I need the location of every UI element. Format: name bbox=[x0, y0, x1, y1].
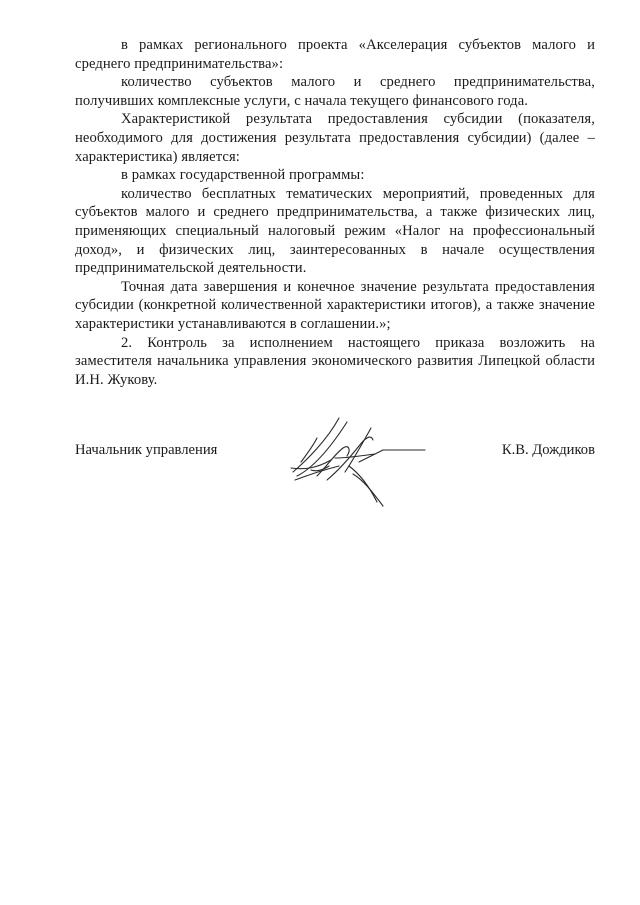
paragraph-events-count: количество бесплатных тематических мероприятий, проведенных для субъектов малого и среднего предпринимательства, а также физических лиц, применяющих специальный налоговый режим «Налог на профессиональный доход», и физических лиц, заинтересованных в начале осуществления предпринимательской деятельности. bbox=[75, 185, 595, 277]
paragraph-state-program: в рамках государственной программы: bbox=[121, 167, 365, 184]
handwritten-signature bbox=[287, 410, 437, 510]
paragraph-regional-project: в рамках регионального проекта «Акселерация субъектов малого и среднего предпринимательства»: bbox=[75, 37, 595, 72]
paragraph-characteristic: Характеристикой результата предоставления субсидии (показателя, необходимого для достижения результата предоставления субсидии) (далее – характеристика) является: bbox=[75, 111, 595, 165]
paragraph-smb-count: количество субъектов малого и среднего предпринимательства, получивших комплексные услуги, с начала текущего финансового года. bbox=[75, 74, 595, 109]
signer-position: Начальник управления bbox=[75, 442, 218, 458]
signature-block bbox=[75, 432, 595, 502]
paragraph-agreement-date: Точная дата завершения и конечное значение результата предоставления субсидии (конкретной количественной характеристики итогов), а также значение характеристики устанавливаются в соглашении.»; bbox=[75, 278, 595, 332]
paragraph-control: 2. Контроль за исполнением настоящего приказа возложить на заместителя начальника управления экономического развития Липецкой области И.Н. Жукову. bbox=[75, 334, 595, 388]
document-body bbox=[75, 36, 595, 389]
signer-name: К.В. Дождиков bbox=[501, 442, 595, 458]
